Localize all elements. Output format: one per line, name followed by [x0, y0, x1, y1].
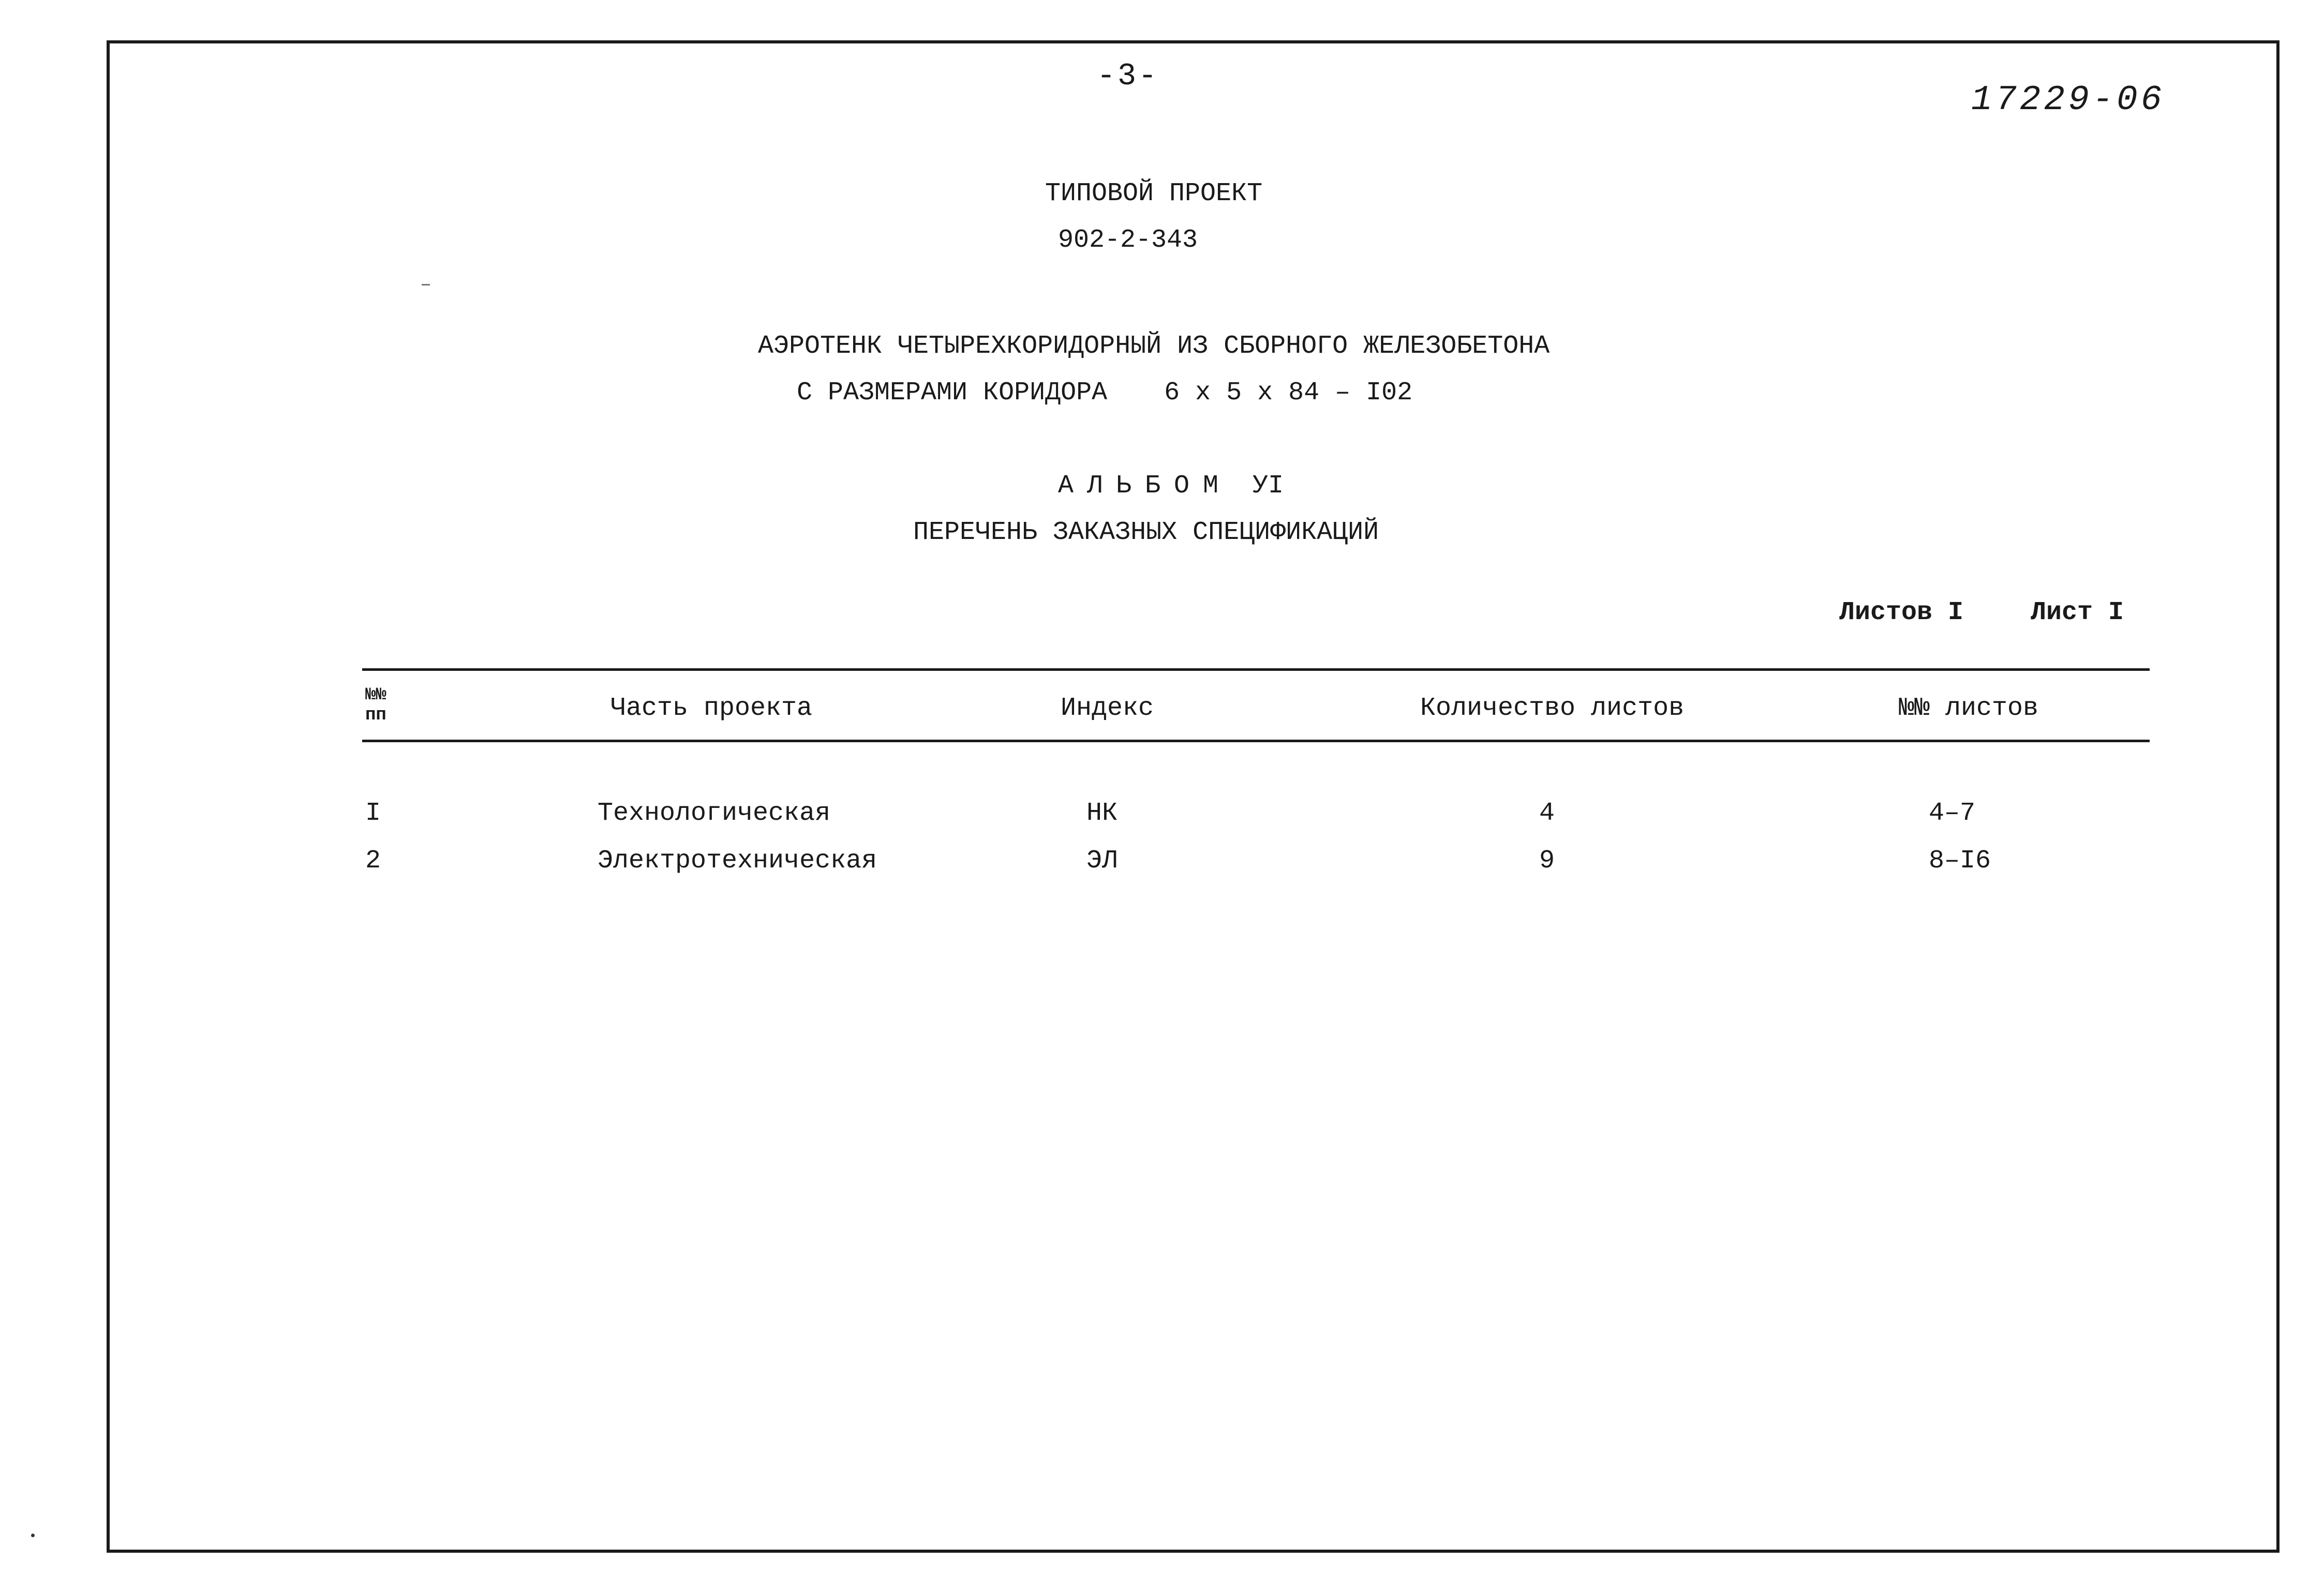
- title-line-2: [797, 380, 1412, 406]
- row-2-index: ЭЛ: [1086, 846, 1118, 876]
- list-title: ПЕРЕЧЕНЬ ЗАКАЗНЫХ СПЕЦИФИКАЦИЙ: [913, 518, 1379, 547]
- header-index: Индекс: [1061, 694, 1154, 723]
- page-number: -3-: [1097, 59, 1159, 94]
- row-1-part: Технологическая: [598, 799, 831, 828]
- project-number: 902-2-343: [1058, 226, 1198, 255]
- corridor-dimensions: 6 х 5 х 84 – I02: [1164, 378, 1413, 408]
- header-count: Количество листов: [1420, 694, 1685, 723]
- title-line-1: АЭРОТЕНК ЧЕТЫРЕХКОРИДОРНЫЙ ИЗ СБОРНОГО ЖЕЛЕЗОБЕТОНА: [758, 332, 1550, 361]
- table-top-rule: [362, 668, 2150, 671]
- header-sheets: №№ листов: [1899, 694, 2039, 723]
- drawing-frame: [107, 40, 2280, 1553]
- title-line-2-prefix: С РАЗМЕРАМИ КОРИДОРА: [797, 378, 1108, 408]
- header-part: Часть проекта: [610, 694, 813, 723]
- row-1-sheets: 4–7: [1929, 799, 1976, 828]
- document-code: 17229-06: [1971, 80, 2165, 120]
- scan-speck: [31, 1534, 35, 1537]
- row-2-count: 9: [1539, 846, 1555, 876]
- album-word: АЛЬБОМ: [1058, 471, 1232, 501]
- row-2-part: Электротехническая: [598, 846, 877, 876]
- row-2-number: 2: [365, 846, 381, 876]
- row-1-count: 4: [1539, 799, 1555, 828]
- row-2-sheets: 8–I6: [1929, 846, 1991, 876]
- table-header-rule: [362, 740, 2150, 742]
- row-1-number: I: [365, 799, 381, 828]
- album-heading: [1058, 473, 1284, 499]
- sheet-current: Лист I: [2031, 598, 2124, 627]
- sheets-total: Листов I: [1839, 598, 1964, 627]
- row-1-index: НК: [1086, 799, 1118, 828]
- header-number: №№ пп: [365, 685, 386, 726]
- project-type: ТИПОВОЙ ПРОЕКТ: [1045, 179, 1263, 208]
- scan-speck: [422, 284, 430, 286]
- album-number: УI: [1253, 471, 1284, 501]
